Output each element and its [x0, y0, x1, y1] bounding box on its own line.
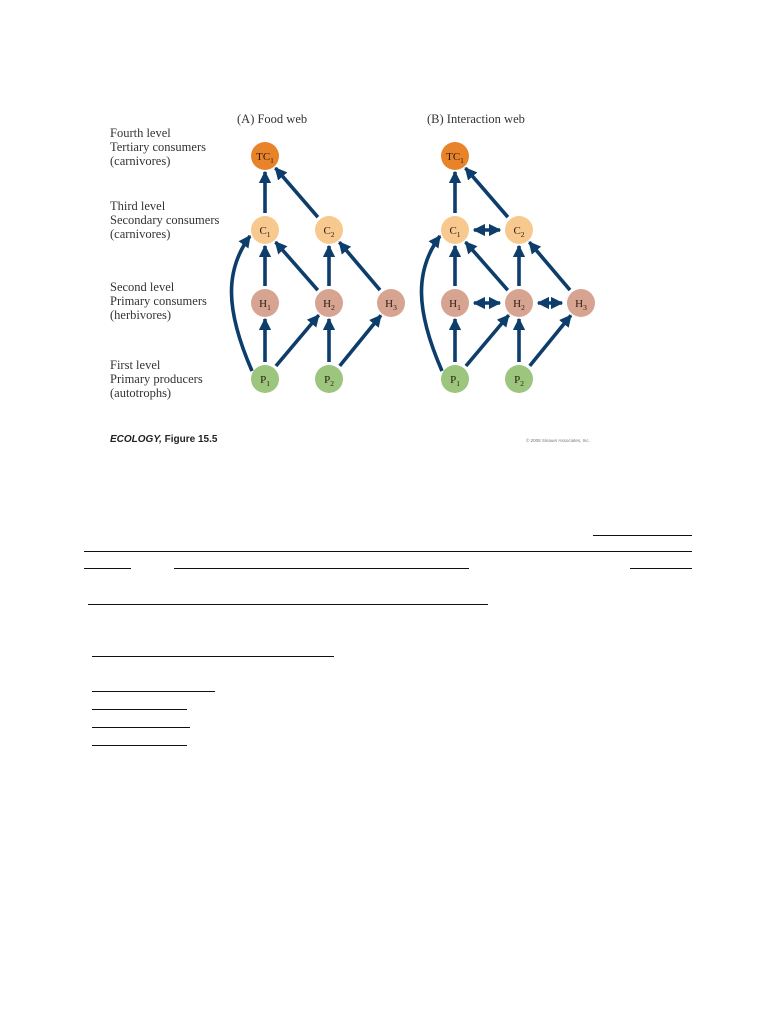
blank-line: [630, 568, 692, 569]
level-label-first: [110, 358, 203, 400]
node-label: $H_1$: [449, 298, 461, 312]
level-role: Secondary consumers: [110, 213, 220, 227]
level-heading: Fourth level: [110, 126, 171, 140]
node-h3-a: [377, 289, 405, 317]
blank-line: [84, 568, 131, 569]
arrow-h3-c2: [339, 242, 380, 290]
arrow-h3-c2: [529, 242, 570, 290]
node-h1-a: [251, 289, 279, 317]
node-label: $TC_1$: [446, 151, 464, 165]
node-tc1-b: [441, 142, 469, 170]
node-label: $H_3$: [385, 298, 397, 312]
node-c1-b: [441, 216, 469, 244]
level-role: Primary producers: [110, 372, 203, 386]
figure-label-number: Figure 15.5: [164, 434, 218, 445]
arrow-h2-c1: [466, 242, 508, 290]
level-heading: Second level: [110, 280, 175, 294]
node-label: $P_2$: [324, 374, 334, 388]
node-label: $P_2$: [514, 374, 524, 388]
blank-line: [92, 656, 334, 657]
panel-b-title: (B) Interaction web: [427, 112, 525, 126]
arrow-p1-h2: [276, 315, 319, 366]
node-label: $P_1$: [260, 374, 270, 388]
node-label: $C_1$: [449, 225, 461, 239]
node-label: $H_1$: [259, 298, 271, 312]
node-h1-b: [441, 289, 469, 317]
node-label: $H_3$: [575, 298, 587, 312]
level-type: (carnivores): [110, 227, 171, 241]
level-type: (herbivores): [110, 308, 172, 322]
level-role: Primary consumers: [110, 294, 207, 308]
panel-a-title: (A) Food web: [237, 112, 308, 126]
node-label: $C_2$: [323, 225, 335, 239]
node-p2-b: [505, 365, 533, 393]
level-label-third: [110, 199, 219, 241]
blank-line: [174, 568, 469, 569]
node-p1-a: [251, 365, 279, 393]
node-c2-a: [315, 216, 343, 244]
node-label: $H_2$: [513, 298, 525, 312]
arrow-p2-h3: [340, 315, 381, 365]
node-label: $C_2$: [513, 225, 525, 239]
blank-line: [84, 551, 692, 552]
level-heading: First level: [110, 358, 161, 372]
arrow-c2-tc1: [275, 168, 317, 217]
node-h2-a: [315, 289, 343, 317]
node-tc1-a: [251, 142, 279, 170]
node-c2-b: [505, 216, 533, 244]
blank-line: [92, 745, 187, 746]
node-p1-b: [441, 365, 469, 393]
node-label: $H_2$: [323, 298, 335, 312]
node-c1-a: [251, 216, 279, 244]
level-type: (carnivores): [110, 154, 171, 168]
node-label: $P_1$: [450, 374, 460, 388]
arrow-p1-h2: [466, 315, 509, 366]
figure-label-book: ECOLOGY,: [110, 434, 162, 445]
copyright-notice: © 2008 Sinauer Associates, Inc.: [526, 438, 590, 443]
node-h2-b: [505, 289, 533, 317]
blank-line: [92, 727, 190, 728]
node-p2-a: [315, 365, 343, 393]
blank-line: [593, 535, 692, 536]
node-label: $TC_1$: [256, 151, 274, 165]
arrow-p2-h3: [530, 315, 571, 365]
level-type: (autotrophs): [110, 386, 172, 400]
level-heading: Third level: [110, 199, 166, 213]
node-label: $C_1$: [259, 225, 271, 239]
curved-arrow-p1-c1: [421, 236, 442, 371]
arrow-c2-tc1: [465, 168, 507, 217]
curved-arrow-p1-c1: [231, 236, 252, 371]
level-role: Tertiary consumers: [110, 140, 206, 154]
level-label-fourth: [110, 126, 206, 168]
node-h3-b: [567, 289, 595, 317]
level-label-second: [110, 280, 207, 322]
figure-label: [110, 434, 217, 445]
arrow-h2-c1: [276, 242, 318, 290]
blank-line: [88, 604, 488, 605]
blank-line: [92, 709, 187, 710]
blank-line: [92, 691, 215, 692]
